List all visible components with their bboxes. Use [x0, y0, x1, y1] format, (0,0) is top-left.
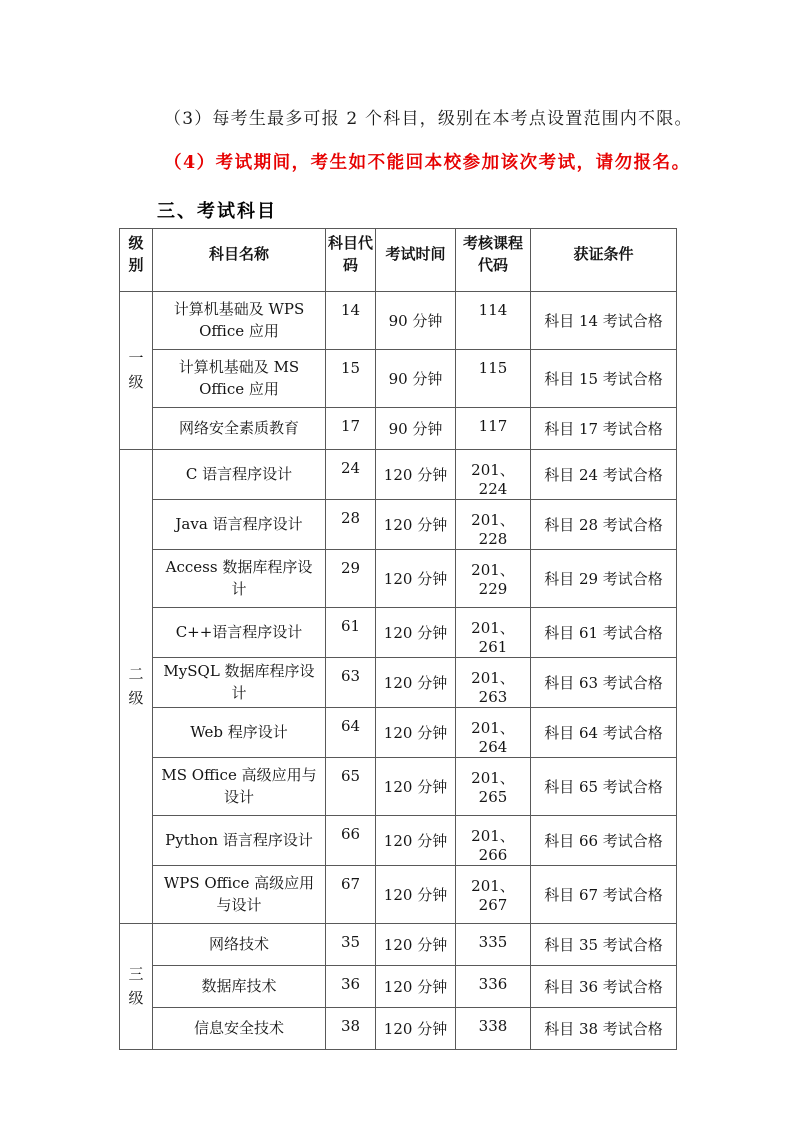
course-code-cell: 114	[456, 291, 531, 349]
certificate-condition-cell: 科目 61 考试合格	[531, 607, 677, 657]
certificate-condition-cell: 科目 36 考试合格	[531, 965, 677, 1007]
level-cell: 一级	[120, 291, 153, 449]
course-code-cell: 201、266	[456, 815, 531, 865]
certificate-condition-cell: 科目 64 考试合格	[531, 707, 677, 757]
subject-code-cell: 67	[326, 865, 376, 923]
exam-duration-cell: 120 分钟	[376, 815, 456, 865]
exam-duration-cell: 90 分钟	[376, 407, 456, 449]
table-row	[120, 407, 677, 449]
subject-code-cell: 29	[326, 549, 376, 607]
subject-name-cell: 信息安全技术	[153, 1007, 326, 1049]
subject-name-cell: 数据库技术	[153, 965, 326, 1007]
exam-duration-cell: 120 分钟	[376, 607, 456, 657]
table-row	[120, 757, 677, 815]
subject-name-cell: 网络技术	[153, 923, 326, 965]
table-row	[120, 349, 677, 407]
level-cell: 三级	[120, 923, 153, 1049]
exam-duration-cell: 120 分钟	[376, 549, 456, 607]
certificate-condition-cell: 科目 14 考试合格	[531, 291, 677, 349]
exam-duration-cell: 90 分钟	[376, 349, 456, 407]
course-code-cell: 201、264	[456, 707, 531, 757]
certificate-condition-cell: 科目 66 考试合格	[531, 815, 677, 865]
certificate-condition-cell: 科目 24 考试合格	[531, 449, 677, 499]
table-body	[120, 291, 677, 1049]
table-row	[120, 549, 677, 607]
column-header-2: 科目代码	[326, 229, 376, 292]
subject-code-cell: 14	[326, 291, 376, 349]
course-code-cell: 115	[456, 349, 531, 407]
column-header-5: 获证条件	[531, 229, 677, 292]
subject-code-cell: 24	[326, 449, 376, 499]
subject-code-cell: 61	[326, 607, 376, 657]
certificate-condition-cell: 科目 35 考试合格	[531, 923, 677, 965]
note-item-4-warning: （4）考试期间，考生如不能回本校参加该次考试，请勿报名。	[164, 153, 691, 173]
course-code-cell: 335	[456, 923, 531, 965]
table-row	[120, 657, 677, 707]
exam-duration-cell: 120 分钟	[376, 865, 456, 923]
column-header-3: 考试时间	[376, 229, 456, 292]
course-code-cell: 201、228	[456, 499, 531, 549]
course-code-cell: 201、224	[456, 449, 531, 499]
certificate-condition-cell: 科目 67 考试合格	[531, 865, 677, 923]
table-row	[120, 707, 677, 757]
course-code-cell: 117	[456, 407, 531, 449]
subject-name-cell: 计算机基础及 MS Office 应用	[153, 349, 326, 407]
table-row	[120, 965, 677, 1007]
subject-name-cell: 计算机基础及 WPS Office 应用	[153, 291, 326, 349]
subject-code-cell: 28	[326, 499, 376, 549]
column-header-0: 级别	[120, 229, 153, 292]
subject-code-cell: 35	[326, 923, 376, 965]
table-row	[120, 815, 677, 865]
exam-duration-cell: 120 分钟	[376, 657, 456, 707]
subject-name-cell: C++语言程序设计	[153, 607, 326, 657]
course-code-cell: 201、267	[456, 865, 531, 923]
exam-duration-cell: 120 分钟	[376, 965, 456, 1007]
table-header-row	[120, 229, 677, 292]
course-code-cell: 201、229	[456, 549, 531, 607]
certificate-condition-cell: 科目 28 考试合格	[531, 499, 677, 549]
exam-duration-cell: 120 分钟	[376, 707, 456, 757]
course-code-cell: 201、263	[456, 657, 531, 707]
subject-name-cell: MySQL 数据库程序设计	[153, 657, 326, 707]
subject-code-cell: 66	[326, 815, 376, 865]
exam-duration-cell: 120 分钟	[376, 449, 456, 499]
course-code-cell: 336	[456, 965, 531, 1007]
subject-name-cell: C 语言程序设计	[153, 449, 326, 499]
certificate-condition-cell: 科目 63 考试合格	[531, 657, 677, 707]
exam-duration-cell: 90 分钟	[376, 291, 456, 349]
column-header-4: 考核课程代码	[456, 229, 531, 292]
table-row	[120, 499, 677, 549]
subject-name-cell: Python 语言程序设计	[153, 815, 326, 865]
level-cell: 二级	[120, 449, 153, 923]
course-code-cell: 201、261	[456, 607, 531, 657]
certificate-condition-cell: 科目 65 考试合格	[531, 757, 677, 815]
certificate-condition-cell: 科目 15 考试合格	[531, 349, 677, 407]
exam-duration-cell: 120 分钟	[376, 1007, 456, 1049]
exam-duration-cell: 120 分钟	[376, 757, 456, 815]
table-head	[120, 229, 677, 292]
certificate-condition-cell: 科目 17 考试合格	[531, 407, 677, 449]
certificate-condition-cell: 科目 29 考试合格	[531, 549, 677, 607]
subject-name-cell: Web 程序设计	[153, 707, 326, 757]
table-row	[120, 865, 677, 923]
subject-code-cell: 38	[326, 1007, 376, 1049]
table-row	[120, 607, 677, 657]
subject-code-cell: 65	[326, 757, 376, 815]
subject-name-cell: Access 数据库程序设计	[153, 549, 326, 607]
subject-code-cell: 63	[326, 657, 376, 707]
subject-code-cell: 64	[326, 707, 376, 757]
subject-name-cell: Java 语言程序设计	[153, 499, 326, 549]
exam-duration-cell: 120 分钟	[376, 499, 456, 549]
exam-duration-cell: 120 分钟	[376, 923, 456, 965]
subject-code-cell: 15	[326, 349, 376, 407]
subject-name-cell: 网络安全素质教育	[153, 407, 326, 449]
table-row	[120, 291, 677, 349]
table-row	[120, 449, 677, 499]
note-item-3: （3）每考生最多可报 2 个科目，级别在本考点设置范围内不限。	[164, 109, 693, 129]
section-heading-exam-subjects: 三、考试科目	[157, 201, 277, 221]
certificate-condition-cell: 科目 38 考试合格	[531, 1007, 677, 1049]
subject-name-cell: MS Office 高级应用与设计	[153, 757, 326, 815]
table-row	[120, 923, 677, 965]
subject-name-cell: WPS Office 高级应用与设计	[153, 865, 326, 923]
course-code-cell: 338	[456, 1007, 531, 1049]
subject-code-cell: 17	[326, 407, 376, 449]
course-code-cell: 201、265	[456, 757, 531, 815]
column-header-1: 科目名称	[153, 229, 326, 292]
exam-subjects-table	[119, 228, 677, 1050]
table-row	[120, 1007, 677, 1049]
subject-code-cell: 36	[326, 965, 376, 1007]
